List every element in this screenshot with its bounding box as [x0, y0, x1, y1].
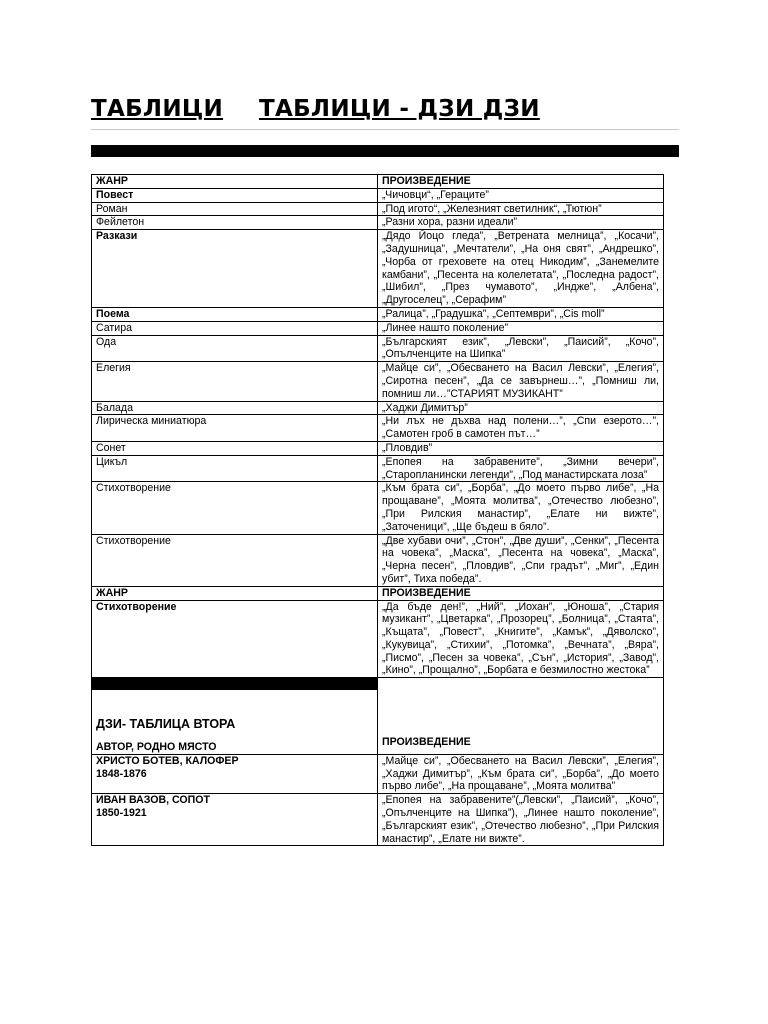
table-header-row-repeat [92, 586, 664, 600]
genre-cell: Поема [92, 307, 378, 321]
genre-cell: Стихотворение [92, 534, 378, 586]
col-works: ПРОИЗВЕДЕНИЕ [378, 175, 664, 189]
table-row [92, 188, 664, 202]
genre-cell: Балада [92, 401, 378, 415]
author-cell [92, 794, 378, 846]
col-works-2: ПРОИЗВЕДЕНИЕ [382, 736, 471, 749]
section-black-bar [92, 678, 377, 690]
author-years: 1850-1921 [96, 807, 147, 820]
heading-right: ТАБЛИЦИ - ДЗИ ДЗИ [259, 96, 540, 122]
genre-cell: Елегия [92, 362, 378, 401]
works-cell: „Майце си”, „Обесването на Васил Левски”, „Елегия”, „Сиротна песен”, „Да се завърнеш…”, „Помниш ли, помниш ли…”СТАРИЯТ МУЗИКАНТ” [378, 362, 664, 401]
works-cell: „Ралица”, „Градушка”, „Септември”, „Cis moll” [378, 307, 664, 321]
works-cell: „Под игото“, „Железният светилник“, „Тютюн” [378, 202, 664, 216]
author-name: ИВАН ВАЗОВ, СОПОТ [96, 794, 210, 807]
table-row [92, 455, 664, 482]
section2-works-header-cell [378, 678, 664, 755]
section2-title: ДЗИ- ТАБЛИЦА ВТОРА [96, 717, 236, 732]
table-row [92, 307, 664, 321]
genre-cell: Лирическа миниатюра [92, 415, 378, 442]
genre-cell: Сатира [92, 321, 378, 335]
table-row [92, 335, 664, 362]
genre-cell: Сонет [92, 441, 378, 455]
works-cell: „Епопея на забравените”, „Зимни вечери”, „Старопланински легенди”, „Под манастирската лоза” [378, 455, 664, 482]
works-cell: „Пловдив” [378, 441, 664, 455]
table-header-row [92, 175, 664, 189]
author-name: ХРИСТО БОТЕВ, КАЛОФЕР [96, 754, 239, 767]
black-band [91, 145, 679, 157]
works-cell: „Да бъде ден!”, „Ний”, „Иохан”, „Юноша”, „Стария музикант”, „Цветарка”, „Прозорец”, „Болница”, „Стаята”, „Къщата”, „Повест”, „Книгите”, „Камък”, „Дяволско”, „Кукувица”, „Стихии”, „Потомка”, „Вечната”, „Вяра”, „Писмо”, „Песен за човека”, „Сън”, „История”, „Завод”, „Кино”, „Прощално”, „Борбата е безмилостно жестока” [378, 600, 664, 678]
genre-cell: Стихотворение [92, 482, 378, 534]
genre-cell: Ода [92, 335, 378, 362]
genre-cell: Фейлетон [92, 216, 378, 230]
heading-left: ТАБЛИЦИ [91, 96, 224, 122]
table-row [92, 401, 664, 415]
col-genre: ЖАНР [92, 175, 378, 189]
page-heading [91, 96, 679, 132]
works-cell: „Разни хора, разни идеали” [378, 216, 664, 230]
genre-cell: Роман [92, 202, 378, 216]
genre-cell: Разкази [92, 230, 378, 308]
heading-rule [91, 129, 679, 130]
genre-cell: Повест [92, 188, 378, 202]
col-genre-repeat: ЖАНР [92, 586, 378, 600]
works-cell: „Към брата си”, „Борба”, „До моето първо либе”, „На прощаване”, „Моята молитва”, „Отечество любезно”, „При Рилския манастир”, „Елате ни вижте”, „Заточеници”, „Ще бъдеш в бяло”. [378, 482, 664, 534]
table-row [92, 534, 664, 586]
genre-cell: Стихотворение [92, 600, 378, 678]
table-row [92, 441, 664, 455]
author-years: 1848-1876 [96, 767, 147, 780]
table-row [92, 216, 664, 230]
author-row [92, 794, 664, 846]
col-works-repeat: ПРОИЗВЕДЕНИЕ [378, 586, 664, 600]
col-author: АВТОР, РОДНО МЯСТО [96, 741, 217, 754]
author-cell [92, 754, 378, 793]
works-cell: „Две хубави очи”, „Стон”, „Две души”, „Сенки”, „Песента на човека”, „Маска”, „Песента на човека”, „Маска”, „Черна песен”, „Пловдив”, „Спи градът”, „Миг”, „Един убит”, Тиха победа”. [378, 534, 664, 586]
table-row [92, 230, 664, 308]
genre-cell: Цикъл [92, 455, 378, 482]
table-row [92, 415, 664, 442]
works-table [91, 174, 664, 846]
author-row [92, 754, 664, 793]
section2-header-cell [92, 678, 378, 755]
section2-header-row [92, 678, 664, 755]
table-row [92, 202, 664, 216]
table-row [92, 362, 664, 401]
works-cell: „Ни лъх не дъхва над полени…”, „Спи езерото…”, „Самотен гроб в самотен път…” [378, 415, 664, 442]
works-cell: „Дядо Йоцо гледа”, „Ветрената мелница”, „Косачи”, „Задушница”, „Мечтатели”, „На оня свят”, „Андрешко”, „Чорба от греховете на отец Никодим”, „Занемелите камбани”, „Песента на колелетата”, „Последна радост”, „Шибил”, „През чумавото”, „Индже”, „Албена”, „Другоселец”, „Серафим” [378, 230, 664, 308]
table-row [92, 600, 664, 678]
works-cell: „Българският език”, „Левски”, „Паисий”, „Кочо”, „Опълченците на Шипка” [378, 335, 664, 362]
works-cell: „Чичовци“, „Гераците” [378, 188, 664, 202]
works-cell: „Линее нашто поколение” [378, 321, 664, 335]
table-row [92, 482, 664, 534]
table-row [92, 321, 664, 335]
works-cell: „Хаджи Димитър” [378, 401, 664, 415]
works-cell: „Майце си”, „Обесването на Васил Левски”, „Елегия”, „Хаджи Димитър”, „Към брата си”, „Борба”, „До моето първо либе”, „На прощаване”, „Моята молитва” [378, 754, 664, 793]
works-cell: „Епопея на забравените”(„Левски”, „Паисий”, „Кочо”, „Опълченците на Шипка”), „Линее нашто поколение”, „Българският език”, „Отечество любезно”, „При Рилския манастир”, „Елате ни вижте”. [378, 794, 664, 846]
